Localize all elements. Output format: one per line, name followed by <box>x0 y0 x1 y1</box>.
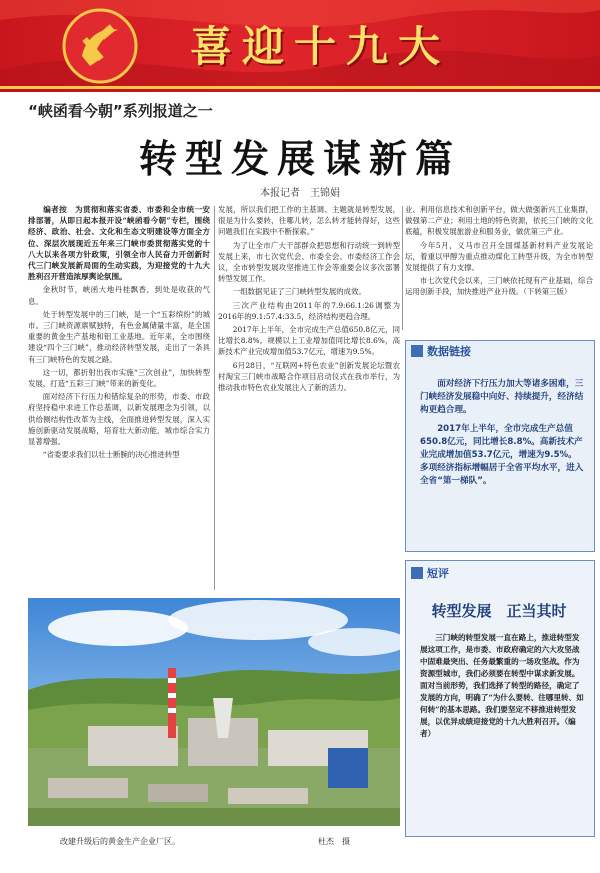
paragraph: 发展，所以我们把工作的主基调、主题就是转型发展，很是为什么要转，往哪儿转，怎么转才能转得好，这些问题我们在实践中不断探索。” <box>218 205 400 237</box>
commentary-text <box>420 632 585 740</box>
paragraph: 市七次党代会以来，三门峡依托现有产业基础，综合运用创新手段，加快推进产业升级。（下转第三版） <box>405 276 593 297</box>
paragraph: 6月28日，“互联网+特色农业”创新发展论坛暨农村淘宝三门峡市战略合作项目启动仪式在我市举行，为推动我市特色农业发展注入了新的活力。 <box>218 360 400 393</box>
photo-credit: 杜杰 摄 <box>318 837 350 846</box>
column-divider <box>214 206 215 590</box>
paragraph: 2017年上半年，全市完成生产总值650.8亿元，同比增长8.8%。规模以上工业增加值同比增长8.6%，高新技术产业完成增加值53.7亿元，增速为9.5%。 <box>218 325 400 357</box>
paragraph: 金秋时节，峡函大地丹桂飘香，到处是收获的气息。 <box>28 285 210 306</box>
factory-photo <box>28 598 400 826</box>
article-column-2 <box>218 204 400 592</box>
data-link-paragraph: 2017年上半年，全市完成生产总值650.8亿元，同比增长8.8%。高新技术产业完成增加值53.7亿元，增速为9.5%。多项经济指标增幅居于全省平均水平，进入全省“第一梯队”。 <box>420 424 584 486</box>
party-emblem-icon <box>60 6 140 86</box>
paragraph: 这一切，都折射出我市实施“三次创业”，加快转型发展，打造“五彩三门峡”带来的新变化。 <box>28 367 210 389</box>
square-bullet-icon <box>411 567 423 579</box>
column-divider <box>402 206 403 330</box>
data-link-tag: 数据链接 <box>427 345 471 358</box>
paragraph: 处于转型发展中的三门峡，是一个“五彩缤纷”的城市。三门峡资源禀赋独特，有色金属储量丰富，是全国重要的黄金生产基地和铝工业基地。近年来，全市围绕建设“四个三门峡”，推动经济转型发展，走出了一条具有三门峡特色的发展之路。 <box>28 309 210 364</box>
series-title: “峡函看今朝”系列报道之一 <box>28 102 213 120</box>
commentary-title: 转型发展 正当其时 <box>431 602 567 620</box>
masthead-banner <box>0 0 600 92</box>
paragraph: 今年5月，义马市召开全国煤基新材料产业发展论坛，着重以甲醇为重点推动煤化工转型升级，为全市转型发展提供了有力支撑。 <box>405 240 593 273</box>
commentary-tag: 短评 <box>427 567 449 580</box>
data-link-text <box>420 378 585 494</box>
paragraph: “省委要求我们以壮士断腕的决心推进转型 <box>42 450 180 460</box>
paragraph: 面对经济下行压力和错综复杂的形势，市委、市政府坚持稳中求进工作总基调，以新发展理念为引领，以供给侧结构性改革为主线，全面推进转型发展，深入实施创新驱动发展战略，培育壮大新动能，城市综合实力显著增强。 <box>28 392 210 447</box>
paragraph: 一组数据见证了三门峡转型发展的成效。 <box>232 287 366 297</box>
article-column-1 <box>28 204 210 592</box>
square-bullet-icon <box>411 345 423 357</box>
editor-note: 编者按 为贯彻和落实省委、市委和全市统一安排部署，从即日起本报开设“峡函看今朝”专栏，围绕经济、政治、社会、文化和生态文明建设等方面全方位、深层次展现近五年来三门峡市委贯彻落实党的十八大以来各项方针政策，引领全市人民奋力开创新时代三门峡发展新局面的生动实践，为迎接党的十九大胜利召开营造浓厚舆论氛围。 <box>28 205 210 282</box>
commentary-header <box>405 562 449 584</box>
paragraph: 为了让全市广大干部群众把思想和行动统一到转型发展上来，市七次党代会、市委全会、市委经济工作会议，全市转型发展攻坚推进工作会等重要会议多次部署转型发展工作。 <box>218 240 400 284</box>
article-byline: 本报记者 王锦娟 <box>260 188 340 199</box>
article-headline: 转型发展谋新篇 <box>138 136 461 181</box>
photo-caption: 改建升级后的黄金生产企业厂区。 <box>60 837 180 846</box>
commentary-paragraph: 三门峡的转型发展一直在路上，推进转型发展这项工作，是市委、市政府确定的六大攻坚战中固难最突出、任务最繁重的一场攻坚战。作为资源型城市，我们必须要在转型中谋求新发展。面对当前形势，我们选择了转型的路径，确定了发展的方向，明确了“为什么要转、往哪里转、如何转”的基本思路。我们要坚定不移推进转型发展，以优异成绩迎接党的十九大胜利召开。（编者） <box>420 633 584 738</box>
paragraph: 业、利用信息技术和创新平台，做大做强新兴工业集群，做强第二产业；利用土地的特色资源，依托三门峡的文化底蕴，积极发展旅游业和服务业，做优第三产业。 <box>405 205 593 237</box>
data-link-paragraph: 面对经济下行压力加大等诸多困难，三门峡经济发展稳中向好、持续提升，经济结构更趋合理。 <box>420 379 584 415</box>
data-link-header <box>405 340 471 362</box>
banner-title: 喜迎十九大 <box>190 22 451 71</box>
paragraph: 三次产业结构由2011年的7.9:66.1:26调整为2016年的9.1:57.4:33.5，经济结构更趋合理。 <box>218 300 400 321</box>
article-column-3 <box>405 204 593 334</box>
